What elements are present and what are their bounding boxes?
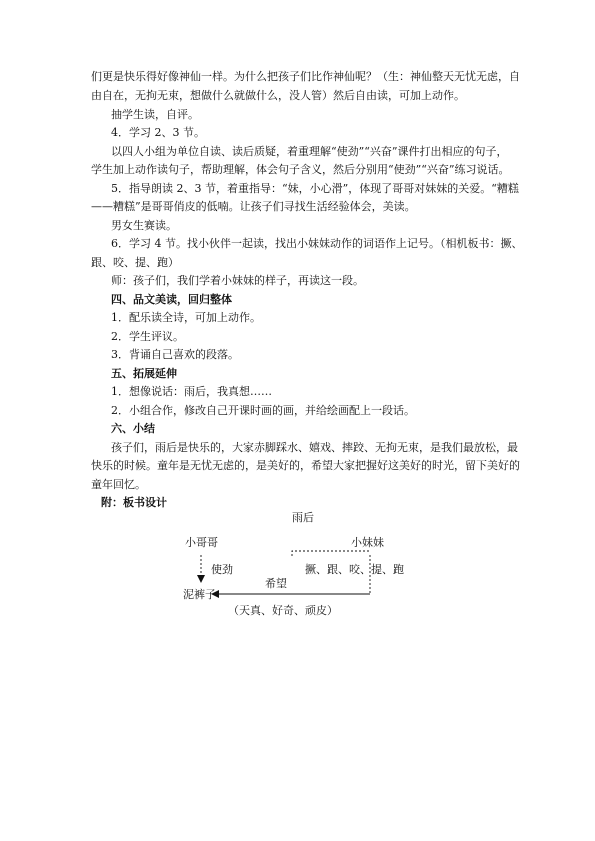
section-heading: 五、拓展延伸 — [111, 367, 177, 380]
board-bottom: 泥裤子 — [183, 588, 216, 601]
appendix-heading: 附：板书设计 — [101, 496, 167, 509]
text-line: 抽学生读，自评。 — [111, 108, 199, 121]
text-line: 6．学习 4 节。找小伙伴一起读，找出小妹妹动作的词语作上记号。（相机板书：撅、 — [111, 237, 523, 250]
text-line: 2．学生评议。 — [111, 330, 184, 343]
board-title: 雨后 — [292, 511, 314, 524]
text-line: 1．配乐读全诗，可加上动作。 — [111, 311, 261, 324]
text-line: 师：孩子们，我们学着小妹妹的样子，再读这一段。 — [111, 274, 364, 287]
left-arrow-label: 使劲 — [211, 563, 233, 576]
board-bottom-note: （天真、好奇、顽皮） — [228, 604, 338, 617]
text-line: 5．指导朗读 2、3 节，着重指导：“妹，小心滑”，体现了哥哥对妹妹的关爱。“糟糕 — [111, 182, 519, 195]
text-line: 们更是快乐得好像神仙一样。为什么把孩子们比作神仙呢？（生：神仙整天无忧无虑，自 — [91, 70, 520, 83]
text-line: 2．小组合作，修改自己开课时画的画，并给绘画配上一段话。 — [111, 404, 415, 417]
text-line: 男女生赛读。 — [111, 219, 177, 232]
section-heading: 六、小结 — [111, 422, 155, 435]
section-heading: 四、品文美读，回归整体 — [111, 293, 232, 306]
text-line: 孩子们，雨后是快乐的，大家赤脚踩水、嬉戏、摔跤、无拘无束，是我们最放松，最 — [111, 441, 518, 454]
right-action-words: 撅、跟、咬、提、跑 — [305, 563, 404, 576]
text-line: 以四人小组为单位自读、读后质疑，着重理解“使劲”“兴奋”课件打出相应的句子， — [111, 145, 508, 158]
text-line: 学生加上动作读句子，帮助理解，体会句子含义，然后分别用“使劲”“兴奋”练习说话。 — [91, 163, 510, 176]
board-left-top: 小哥哥 — [185, 536, 218, 549]
text-line: 4．学习 2、3 节。 — [111, 126, 205, 139]
text-line: 跟、咬、提、跑） — [91, 256, 179, 269]
text-line: 3．背诵自己喜欢的段落。 — [111, 348, 239, 361]
text-line: 由自在，无拘无束，想做什么就做什么，没人管）然后自由读，可加上动作。 — [91, 89, 465, 102]
text-line: ——糟糕”是哥哥俏皮的低喃。让孩子们寻找生活经验体会，美读。 — [91, 200, 416, 213]
text-line: 1．想像说话：雨后，我真想…… — [111, 385, 272, 398]
hope-label: 希望 — [265, 577, 287, 590]
right-top-hook — [292, 551, 370, 556]
text-line: 童年回忆。 — [91, 478, 146, 491]
board-right-top: 小妹妹 — [351, 536, 384, 549]
text-line: 快乐的时候。童年是无忧无虑的，是美好的，希望大家把握好这美好的时光，留下美好的 — [91, 459, 520, 472]
